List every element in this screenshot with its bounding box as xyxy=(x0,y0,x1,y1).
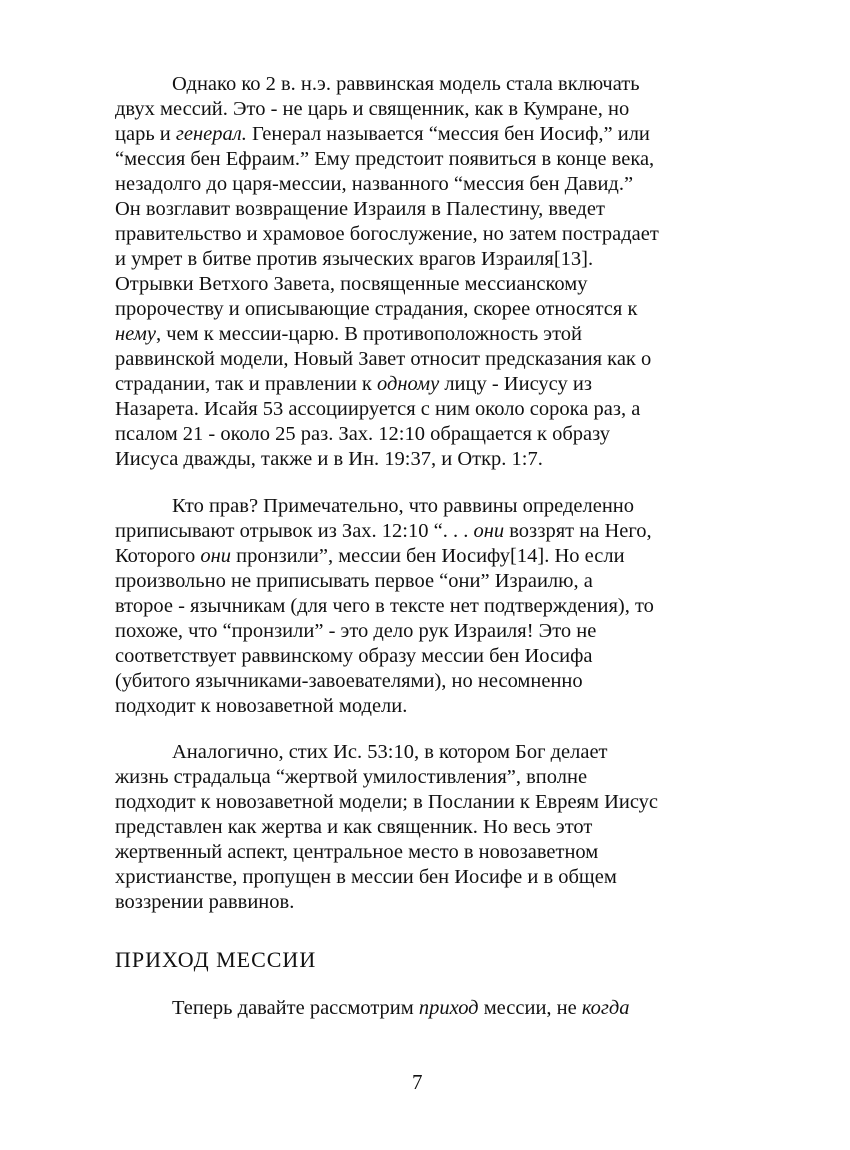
italic-run: приход xyxy=(418,997,479,1019)
text-run: произвольно не приписывать первое “они” Израилю, а xyxy=(115,570,593,592)
text-line xyxy=(115,569,735,594)
text-line xyxy=(115,644,735,669)
text-run: подходит к новозаветной модели. xyxy=(115,695,408,717)
italic-run: генерал. xyxy=(175,123,247,145)
text-line xyxy=(115,694,735,719)
text-line xyxy=(115,594,735,619)
text-line xyxy=(115,72,735,97)
text-line xyxy=(115,494,735,519)
text-run: царь и xyxy=(115,123,176,145)
text-run: жертвенный аспект, центральное место в новозаветном xyxy=(115,841,599,863)
text-line xyxy=(115,740,735,765)
text-line xyxy=(115,122,735,147)
paragraph-similarly xyxy=(115,740,735,915)
text-run: правительство и храмовое богослужение, но затем пострадает xyxy=(115,223,659,245)
page-number: 7 xyxy=(412,1070,423,1094)
text-run: подходит к новозаветной модели; в Послании к Евреям Иисус xyxy=(115,791,659,813)
text-run: пророчеству и описывающие страдания, скорее относятся к xyxy=(115,298,638,320)
text-line xyxy=(115,347,735,372)
text-run: двух мессий. Это - не царь и священник, как в Кумране, но xyxy=(115,98,630,120)
italic-run: они xyxy=(200,545,232,567)
text-run: (убитого язычниками-завоевателями), но несомненно xyxy=(115,670,583,692)
italic-run: они xyxy=(473,520,505,542)
text-line xyxy=(115,322,735,347)
text-line xyxy=(115,790,735,815)
paragraph-who-is-right xyxy=(115,494,735,719)
text-run: “мессия бен Ефраим.” Ему предстоит появиться в конце века, xyxy=(115,148,655,170)
text-line xyxy=(115,865,735,890)
text-run: псалом 21 - около 25 раз. Зах. 12:10 обращается к образу xyxy=(115,423,611,445)
text-run: воззрении раввинов. xyxy=(115,891,295,913)
text-run: пронзили”, мессии бен Иосифу[14]. Но если xyxy=(231,545,625,567)
section-heading: ПРИХОД МЕССИИ xyxy=(115,947,317,972)
text-run: Однако ко 2 в. н.э. раввинская модель стала включать xyxy=(172,73,640,95)
text-run: Он возглавит возвращение Израиля в Палестину, введет xyxy=(115,198,605,220)
text-line xyxy=(115,172,735,197)
text-run: Которого xyxy=(115,545,201,567)
italic-run: нему xyxy=(115,323,156,345)
text-line xyxy=(115,397,735,422)
text-line xyxy=(115,447,735,472)
text-line xyxy=(115,840,735,865)
text-line xyxy=(115,544,735,569)
paragraph-rabbinic-model xyxy=(115,72,735,472)
text-line xyxy=(115,669,735,694)
text-line xyxy=(115,372,735,397)
text-run: воззрят на Него, xyxy=(504,520,652,542)
text-run: раввинской модели, Новый Завет относит предсказания как о xyxy=(115,348,652,370)
text-run: незадолго до царя-мессии, названного “мессия бен Давид.” xyxy=(115,173,634,195)
text-line xyxy=(115,97,735,122)
text-run: Отрывки Ветхого Завета, посвященные мессианскому xyxy=(115,273,588,295)
text-line xyxy=(115,147,735,172)
text-run: мессии, не xyxy=(478,997,582,1019)
text-run: Теперь давайте рассмотрим xyxy=(172,997,419,1019)
italic-run: одному xyxy=(377,373,440,395)
text-run: представлен как жертва и как священник. Но весь этот xyxy=(115,816,593,838)
text-line xyxy=(115,619,735,644)
text-line xyxy=(115,815,735,840)
text-line xyxy=(115,222,735,247)
text-run: христианстве, пропущен в мессии бен Иосифе и в общем xyxy=(115,866,617,888)
text-run: Аналогично, стих Ис. 53:10, в котором Бог делает xyxy=(172,741,608,763)
paragraph-coming-of-messiah xyxy=(172,997,630,1020)
text-run: и умрет в битве против языческих врагов Израиля[13]. xyxy=(115,248,594,270)
text-line xyxy=(115,197,735,222)
text-line xyxy=(115,519,735,544)
text-run: жизнь страдальца “жертвой умилостивления”, вполне xyxy=(115,766,588,788)
text-line xyxy=(115,297,735,322)
text-run: Назарета. Исайя 53 ассоциируется с ним около сорока раз, а xyxy=(115,398,641,420)
text-run: , чем к мессии-царю. В противоположность этой xyxy=(155,323,582,345)
text-run: соответствует раввинскому образу мессии бен Иосифа xyxy=(115,645,593,667)
text-run: Иисуса дважды, также и в Ин. 19:37, и Откр. 1:7. xyxy=(115,448,543,470)
italic-run: когда xyxy=(581,997,630,1019)
text-run: Генерал называется “мессия бен Иосиф,” или xyxy=(246,123,650,145)
text-line xyxy=(115,247,735,272)
text-line xyxy=(115,272,735,297)
text-line xyxy=(115,890,735,915)
text-run: приписывают отрывок из Зах. 12:10 “. . . xyxy=(115,520,474,542)
text-line xyxy=(115,422,735,447)
text-run: лицу - Иисусу из xyxy=(439,373,592,395)
text-run: второе - язычникам (для чего в тексте нет подтверждения), то xyxy=(115,595,654,617)
text-run: страдании, так и правлении к xyxy=(115,373,378,395)
text-line xyxy=(115,765,735,790)
text-run: Кто прав? Примечательно, что раввины определенно xyxy=(172,495,635,517)
text-run: похоже, что “пронзили” - это дело рук Израиля! Это не xyxy=(115,620,597,642)
